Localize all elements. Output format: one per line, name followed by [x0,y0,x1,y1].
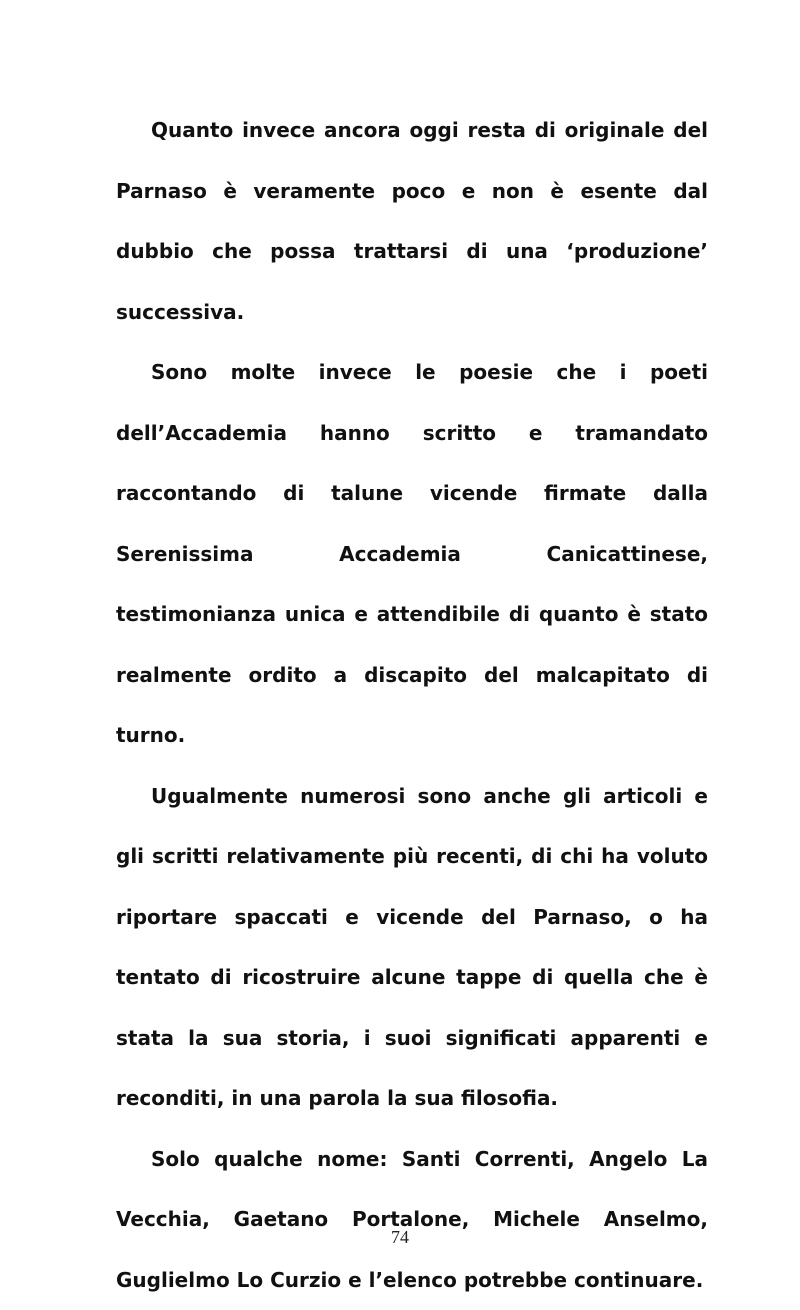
paragraph-2: Sono molte invece le poesie che i poeti dell’Accademia hanno scritto e tramandato raccontando di talune vicende firmate dalla Serenissima Accademia Canicattinese, testimonianza unica e attendibile di quanto è stato realmente ordito a discapito del malcapitato di turno. [116,342,708,766]
paragraph-1: Quanto invece ancora oggi resta di originale del Parnaso è veramente poco e non è esente dal dubbio che possa trattarsi di una ‘produzione’ successiva. [116,100,708,342]
body-text [116,100,708,1310]
page-number: 74 [0,1227,800,1248]
paragraph-4: Solo qualche nome: Santi Correnti, Angelo La Vecchia, Gaetano Portalone, Michele Anselmo, Guglielmo Lo Curzio e l’elenco potrebbe continuare. [116,1129,708,1310]
paragraph-3: Ugualmente numerosi sono anche gli articoli e gli scritti relativamente più recenti, di chi ha voluto riportare spaccati e vicende del Parnaso, o ha tentato di ricostruire alcune tappe di quella che è stata la sua storia, i suoi significati apparenti e reconditi, in una parola la sua filosofia. [116,766,708,1129]
